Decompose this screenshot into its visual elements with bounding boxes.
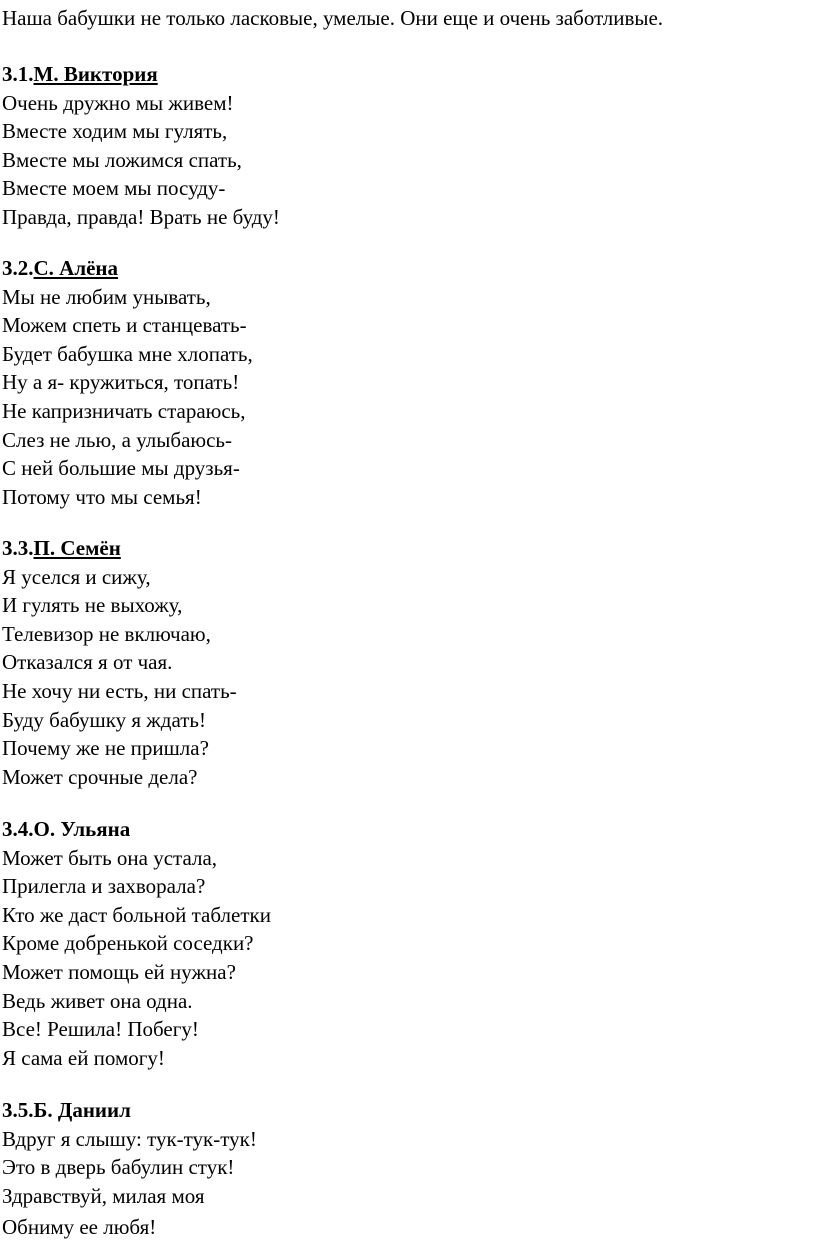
poem-line: Потому что мы семья!	[2, 484, 202, 509]
section-number: 3.4.	[2, 817, 34, 841]
poem-line: И гулять не выхожу,	[2, 593, 183, 618]
poem-line: Отказался я от чая.	[2, 650, 173, 675]
poem-section-3-2	[2, 254, 253, 511]
poem-line: Мы не любим унывать,	[2, 284, 211, 309]
poem-line: С ней большие мы друзья-	[2, 456, 240, 481]
speaker-name: О. Ульяна	[33, 817, 131, 841]
poem-line: Телевизор не включаю,	[2, 621, 211, 646]
poem-line: Слез не лью, а улыбаюсь-	[2, 427, 232, 452]
poem-line: Может срочные дела?	[2, 764, 198, 789]
section-heading	[2, 254, 253, 283]
poem-line: Ведь живет она одна.	[2, 988, 193, 1013]
poem-line: Здравствуй, милая моя	[2, 1183, 205, 1208]
poem-line: Обниму ее любя!	[2, 1215, 157, 1240]
speaker-name: П. Семён	[33, 536, 121, 560]
section-heading	[2, 815, 271, 844]
poem-line: Может быть она устала,	[2, 845, 218, 870]
intro-paragraph: Наша бабушки не только ласковые, умелые. Они еще и очень заботливые.	[2, 6, 664, 30]
poem-line: Вместе ходим мы гулять,	[2, 119, 228, 144]
section-number: 3.5.	[2, 1098, 34, 1122]
poem-line: Я сама ей помогу!	[2, 1045, 165, 1070]
poem-line: Кто же даст больной таблетки	[2, 902, 271, 927]
poem-line: Может помощь ей нужна?	[2, 959, 236, 984]
poem-section-3-5	[2, 1096, 257, 1242]
section-heading	[2, 534, 237, 563]
poem-line: Почему же не пришла?	[2, 736, 209, 761]
speaker-name: С. Алёна	[33, 256, 119, 280]
speaker-name: М. Виктория	[33, 62, 158, 86]
poem-line: Можем спеть и станцевать-	[2, 313, 247, 338]
poem-line: Все! Решила! Побегу!	[2, 1017, 199, 1042]
poem-line: Кроме добренькой соседки?	[2, 931, 254, 956]
poem-line: Вместе моем мы посуду-	[2, 176, 226, 201]
poem-line: Правда, правда! Врать не буду!	[2, 204, 280, 229]
poem-line: Будет бабушка мне хлопать,	[2, 341, 253, 366]
speaker-name: Б. Даниил	[33, 1098, 131, 1122]
poem-line: Очень дружно мы живем!	[2, 90, 234, 115]
poem-line: Вдруг я слышу: тук-тук-тук!	[2, 1126, 257, 1151]
section-number: 3.2.	[2, 256, 34, 280]
poem-line: Я уселся и сижу,	[2, 564, 151, 589]
poem-line: Не капризничать стараюсь,	[2, 398, 246, 423]
poem-line: Вместе мы ложимся спать,	[2, 147, 242, 172]
section-heading	[2, 1096, 257, 1125]
section-number: 3.3.	[2, 536, 34, 560]
poem-section-3-3	[2, 534, 237, 791]
section-heading	[2, 60, 280, 89]
section-number: 3.1.	[2, 62, 34, 86]
poem-line: Не хочу ни есть, ни спать-	[2, 678, 237, 703]
poem-section-3-4	[2, 815, 271, 1072]
poem-line: Буду бабушку я ждать!	[2, 707, 206, 732]
poem-line: Ну а я- кружиться, топать!	[2, 370, 240, 395]
poem-section-3-1	[2, 60, 280, 232]
poem-line: Прилегла и захворала?	[2, 874, 206, 899]
poem-line: Это в дверь бабулин стук!	[2, 1155, 235, 1180]
